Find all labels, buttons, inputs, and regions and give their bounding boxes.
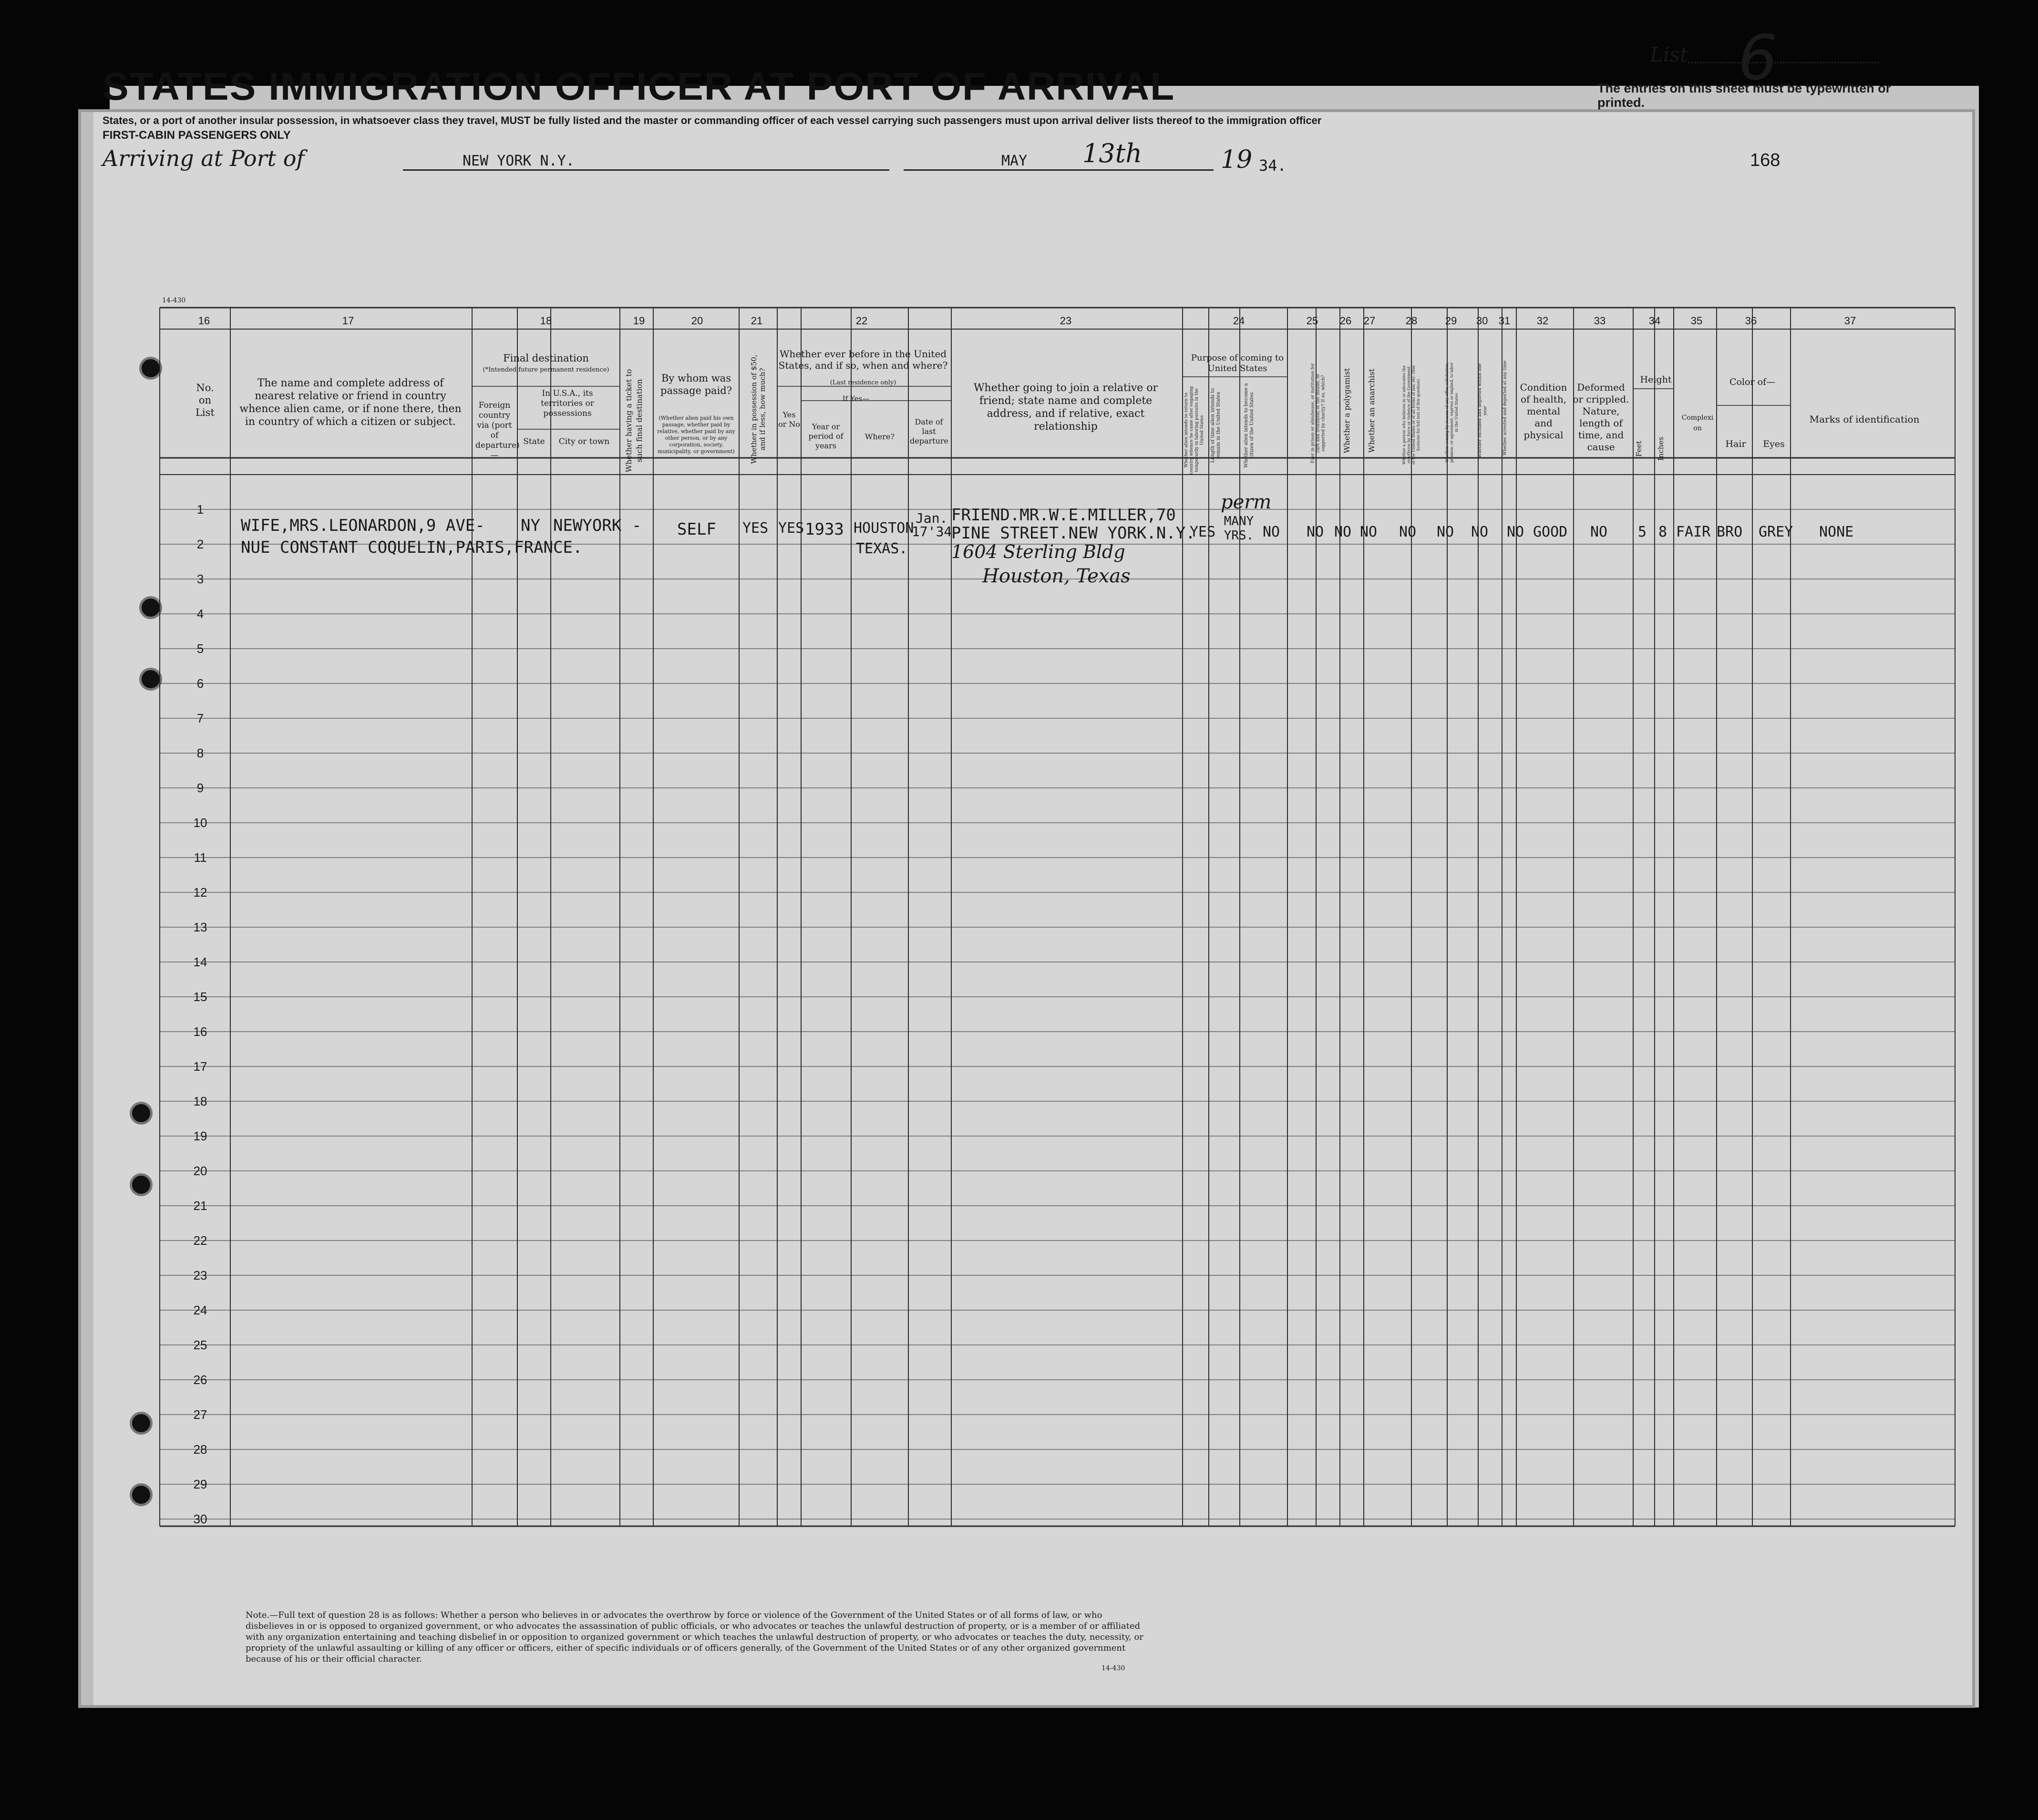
- dest-city: NEWYORK: [553, 516, 622, 535]
- row-number: 13: [193, 920, 207, 934]
- col-header-where: Where?: [865, 432, 895, 441]
- col-header-excluded: Whether excluded and deported within one year: [1478, 363, 1488, 458]
- relative-line1: WIFE,MRS.LEONARDON,9 AVE-: [241, 516, 485, 535]
- col-header-no-on-list: No. on List: [196, 382, 215, 418]
- col-num-34: 34: [1648, 315, 1661, 327]
- arrival-day: 13th: [1082, 138, 1143, 168]
- row-number: 27: [193, 1407, 207, 1422]
- relative-line2: NUE CONSTANT COQUELIN,PARIS,FRANCE.: [241, 538, 583, 557]
- row-number: 6: [196, 676, 204, 691]
- year-value: 1933: [805, 520, 844, 539]
- col-header-passage-paid-note: (Whether alien paid his own passage, whether paid by relative, whether paid by any other person, or by any corporation, society, municipality, or government): [657, 415, 735, 455]
- row-number: 10: [193, 816, 207, 830]
- col-header-color-of: Color of—: [1729, 377, 1776, 387]
- col-header-intends-return: Whether alien intends to return to country whence he came after engaging temporarily in laboring pursuits in the United States: [1184, 386, 1204, 475]
- row-number: 2: [196, 537, 204, 551]
- row-number: 20: [193, 1164, 207, 1178]
- row-number: 26: [193, 1373, 207, 1387]
- row-number: 25: [193, 1338, 207, 1352]
- col-header-health: Condition of health, mental and physical: [1520, 382, 1567, 441]
- joining-handwritten-line2: Houston, Texas: [982, 565, 1131, 587]
- col-header-become-citizen: Whether alien intends to become a citizen of the United States: [1244, 383, 1255, 468]
- ticket-value: -: [632, 516, 642, 535]
- become-citizen-value: NO: [1263, 524, 1280, 540]
- entries-note: The entries on this sheet must be typewritten or printed.: [1597, 81, 1891, 110]
- footnote: Note.—Full text of question 28 is as follows: Whether a person who believes in or advocates the overthrow by force or violence of the Government of the United States or of all forms of law, or who disbelieves in or is opposed to organized government, or who advocates the assassination of public officials, or who advocates or teaches the unlawful destruction of property, or is a member of or affiliated with any organization entertaining and teaching disbelief in or opposition to organized government or which teaches the unlawful destruction of property, or who advocates or teaches the duty, necessity, or propriety of the unlawful assaulting or killing of any officer or officers, either of specific individuals or of officers generally, of the Government of the United States or of any other organized government because of his or their official character.: [246, 1610, 1143, 1664]
- height-feet-value: 5: [1638, 524, 1647, 540]
- health-value: GOOD: [1533, 524, 1568, 540]
- col-header-state: State: [523, 437, 545, 446]
- labor-offer-value: NO: [1437, 524, 1454, 540]
- form-number: 14-430: [162, 297, 186, 304]
- page-title: STATES IMMIGRATION OFFICER AT PORT OF ARRIVAL: [103, 65, 1175, 108]
- marks-value: NONE: [1819, 524, 1854, 540]
- paid-by-value: SELF: [677, 520, 716, 539]
- col-header-final-destination: Final destination: [503, 352, 589, 364]
- col-header-marks: Marks of identification: [1809, 414, 1920, 425]
- col-header-last-residence: (Last residence only): [830, 379, 896, 386]
- list-number: 6: [1738, 21, 1778, 94]
- col-num-30: 30: [1476, 315, 1488, 327]
- col-num-31: 31: [1498, 315, 1511, 327]
- row-number: 23: [193, 1268, 207, 1282]
- col-header-polygamist: Whether a polygamist: [1342, 368, 1351, 454]
- col-header-city: City or town: [558, 437, 610, 446]
- complexion-value: FAIR: [1676, 524, 1711, 540]
- page-number: 168: [1750, 150, 1781, 170]
- col-header-overthrow: Whether a person who believes in or advocates the overthrow by force or violence of the Government of the United States or of all forms of law, etc. (See footnote for full text of this question): [1402, 365, 1420, 465]
- row-number: 4: [196, 607, 204, 621]
- joining-handwritten-line1: 1604 Sterling Bldg: [951, 541, 1125, 562]
- row-number: 30: [193, 1512, 207, 1526]
- prison-value: NO: [1307, 524, 1324, 540]
- passenger-class: FIRST-CABIN PASSENGERS ONLY: [103, 129, 291, 142]
- polygamist-value: NO: [1334, 524, 1352, 540]
- joining-line2: PINE STREET.NEW YORK.N.Y.: [951, 524, 1195, 543]
- col-header-final-destination-note: (*Intended future permanent residence): [483, 366, 609, 373]
- arrival-month: MAY: [1001, 153, 1028, 169]
- col-header-last-departure: Date of last departure: [910, 417, 948, 445]
- arriving-label: Arriving at Port of: [103, 145, 305, 171]
- instructions-text: States, or a port of another insular possession, in whatsoever class they travel, MUST be fully listed and the master or commanding officer of each vessel carrying such passengers must upon arrival deliver lists thereof to the immigration officer: [103, 114, 1322, 126]
- row-number: 22: [193, 1233, 207, 1248]
- footnote-form-number: 14-430: [1101, 1665, 1125, 1672]
- overthrow-value: NO: [1399, 524, 1417, 540]
- row-number: 1: [196, 502, 204, 517]
- list-label: List: [1650, 43, 1688, 66]
- row-number: 24: [193, 1303, 207, 1317]
- height-inches-value: 8: [1658, 524, 1667, 540]
- col-num-33: 33: [1594, 315, 1606, 327]
- col-header-eyes: Eyes: [1763, 439, 1785, 449]
- col-header-joining: Whether going to join a relative or friend; state name and complete address, and if relative, exact relationship: [973, 382, 1158, 433]
- col-num-37: 37: [1844, 315, 1856, 327]
- length-stay-handwritten: perm: [1221, 491, 1272, 513]
- row-number: 7: [196, 711, 204, 725]
- col-header-fifty-dollars: Whether in possession of $50, and if less, how much?: [750, 354, 767, 464]
- last-departure-line2: 17'34: [912, 524, 952, 539]
- col-header-hair: Hair: [1725, 439, 1746, 449]
- col-num-18: 18: [540, 315, 552, 327]
- col-header-arrested: Whether arrested and deported at any time: [1503, 361, 1508, 455]
- row-number: 11: [194, 850, 207, 865]
- col-header-height: Height: [1640, 374, 1672, 385]
- col-header-feet: Feet: [1635, 441, 1643, 457]
- col-header-length-of-time: Length of time alien intends to remain in the United States: [1210, 388, 1221, 463]
- row-number: 8: [196, 746, 204, 760]
- col-header-relative: The name and complete address of nearest relative or friend in country whence alien came, or if none there, then in country of which a citizen or subject.: [239, 377, 462, 428]
- where-line1: HOUSTON: [854, 520, 914, 537]
- col-header-complexion: Complexion: [1681, 414, 1714, 432]
- hair-value: BRO: [1717, 524, 1743, 540]
- row-number: 17: [193, 1059, 207, 1074]
- col-header-in-usa: In U.S.A., its territories or possessions: [541, 389, 594, 418]
- row-number: 19: [193, 1129, 207, 1143]
- col-num-20: 20: [691, 315, 703, 327]
- col-num-23: 23: [1060, 315, 1072, 327]
- excluded-value: NO: [1471, 524, 1489, 540]
- arrested-value: NO: [1507, 524, 1524, 540]
- col-header-yes-no: Yes or No: [778, 410, 800, 429]
- row-number: 18: [193, 1094, 207, 1108]
- row-number: 9: [196, 781, 204, 795]
- eyes-value: GREY: [1759, 524, 1793, 540]
- row-number: 28: [193, 1442, 207, 1457]
- row-number: 5: [196, 641, 204, 656]
- deformed-value: NO: [1590, 524, 1608, 540]
- col-num-35: 35: [1690, 315, 1703, 327]
- col-header-been-before: Whether ever before in the United States, and if so, when and where?: [778, 348, 948, 371]
- col-num-22: 22: [855, 315, 868, 327]
- last-departure-line1: Jan.: [916, 510, 948, 526]
- col-header-prison: Ever in prison or almshouse, or institution for care and treatment of the insane, or supported by charity? If so, which?: [1310, 363, 1326, 464]
- col-num-24: 24: [1233, 315, 1245, 327]
- row-number: 16: [193, 1024, 207, 1039]
- col-num-32: 32: [1536, 315, 1549, 327]
- dest-state: NY: [521, 516, 540, 535]
- been-before-value: YES: [778, 520, 804, 537]
- arrival-year-prefix: 19: [1221, 145, 1253, 174]
- col-num-26: 26: [1339, 315, 1352, 327]
- col-header-purpose: Purpose of coming to United States: [1191, 353, 1284, 373]
- col-num-36: 36: [1745, 315, 1757, 327]
- joining-line1: FRIEND.MR.W.E.MILLER,70: [951, 506, 1176, 525]
- return-country-value: YES: [1190, 524, 1216, 540]
- port-of-arrival: NEW YORK N.Y.: [463, 153, 575, 169]
- col-num-27: 27: [1363, 315, 1376, 327]
- row-number: 29: [193, 1477, 207, 1491]
- col-num-29: 29: [1445, 315, 1457, 327]
- col-header-foreign-country: Foreign country via (port of departure)—: [475, 401, 520, 460]
- anarchist-value: NO: [1360, 524, 1378, 540]
- col-header-labor-offer: Whether coming by reason of any offer, solicitation, promise, or agreement, express or implied, to labor in the United States: [1445, 362, 1459, 463]
- col-header-inches: Inches: [1657, 436, 1665, 461]
- col-header-if-yes: If Yes—: [842, 394, 870, 403]
- fifty-dollars-value: YES: [742, 520, 769, 537]
- col-num-25: 25: [1306, 315, 1318, 327]
- col-num-17: 17: [342, 315, 354, 327]
- col-header-anarchist: Whether an anarchist: [1367, 368, 1376, 453]
- col-num-16: 16: [198, 315, 210, 327]
- where-line2: TEXAS.: [856, 540, 908, 557]
- col-num-21: 21: [751, 315, 763, 327]
- row-number: 21: [193, 1199, 207, 1213]
- col-header-ticket: Whether having a ticket to such final destination: [624, 369, 644, 473]
- length-stay-value: MANY YRS.: [1224, 514, 1254, 543]
- col-header-deformed: Deformed or crippled. Nature, length of time, and cause: [1573, 382, 1629, 453]
- arrival-year-suffix: 34.: [1259, 156, 1287, 175]
- col-num-28: 28: [1405, 315, 1418, 327]
- col-num-19: 19: [633, 315, 645, 327]
- col-header-passage-paid: By whom was passage paid?: [660, 372, 732, 396]
- row-number: 15: [193, 990, 207, 1004]
- col-header-year-period: Year or period of years: [808, 422, 844, 450]
- row-number: 12: [193, 885, 207, 900]
- row-number: 14: [193, 955, 207, 969]
- row-number: 3: [196, 572, 204, 586]
